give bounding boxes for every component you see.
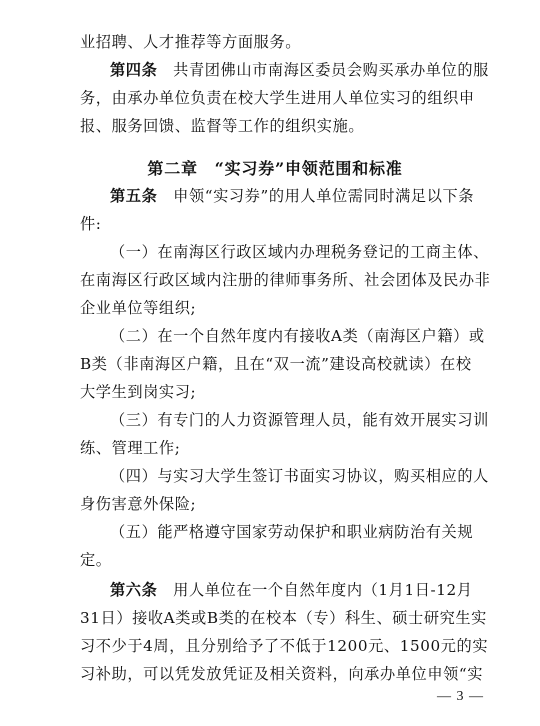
text-line: （二）在一个自然年度内有接收A类（南海区户籍）或 [110, 327, 485, 345]
text-line: 在南海区行政区域内注册的律师事务所、社会团体及民办非 [80, 271, 491, 289]
text-line: 习不少于4周，且分别给予了不低于1200元、1500元的实 [80, 637, 489, 655]
text-line: 习补助，可以凭发放凭证及相关资料，向承办单位申领“实 [80, 665, 484, 683]
text-line: （三）有专门的人力资源管理人员，能有效开展实习训 [110, 411, 489, 429]
text-line: 定。 [80, 551, 112, 569]
text-line: 报、服务回馈、监督等工作的组织实施。 [80, 117, 365, 135]
text-line: 务，由承办单位负责在校大学生进用人单位实习的组织申 [80, 89, 475, 107]
text-line: 企业单位等组织; [80, 299, 197, 317]
article-4-label: 第四条 [110, 61, 158, 79]
text-line: （五）能严格遵守国家劳动保护和职业病防治有关规 [110, 523, 474, 541]
article-5-paragraph [110, 186, 475, 206]
text-line: 31日）接收A类或B类的在校本（专）科生、硕士研究生实 [80, 609, 487, 627]
article-5-label: 第五条 [110, 187, 158, 205]
text-line: 件: [80, 215, 102, 233]
text-line: 练、管理工作; [80, 439, 181, 457]
chapter-heading: 第二章 “实习券”申领范围和标准 [147, 159, 403, 178]
text-line: 用人单位在一个自然年度内（1月1日-12月 [173, 581, 473, 599]
text-line: 共青团佛山市南海区委员会购买承办单位的服 [173, 61, 489, 79]
article-4-paragraph [110, 60, 489, 80]
page-number: — 3 — [437, 689, 484, 704]
text-line: B类（非南海区户籍，且在“双一流”建设高校就读）在校 [80, 355, 472, 373]
text-line: 业招聘、人才推荐等方面服务。 [80, 33, 302, 51]
text-line: （四）与实习大学生签订书面实习协议，购买相应的人 [110, 467, 489, 485]
text-line: （一）在南海区行政区域内办理税务登记的工商主体、 [110, 243, 489, 261]
text-line: 申领“实习券”的用人单位需同时满足以下条 [173, 187, 475, 205]
text-line: 大学生到岗实习; [80, 383, 197, 401]
article-6-paragraph [110, 580, 473, 600]
text-line: 身伤害意外保险; [80, 495, 197, 513]
article-6-label: 第六条 [110, 581, 158, 599]
